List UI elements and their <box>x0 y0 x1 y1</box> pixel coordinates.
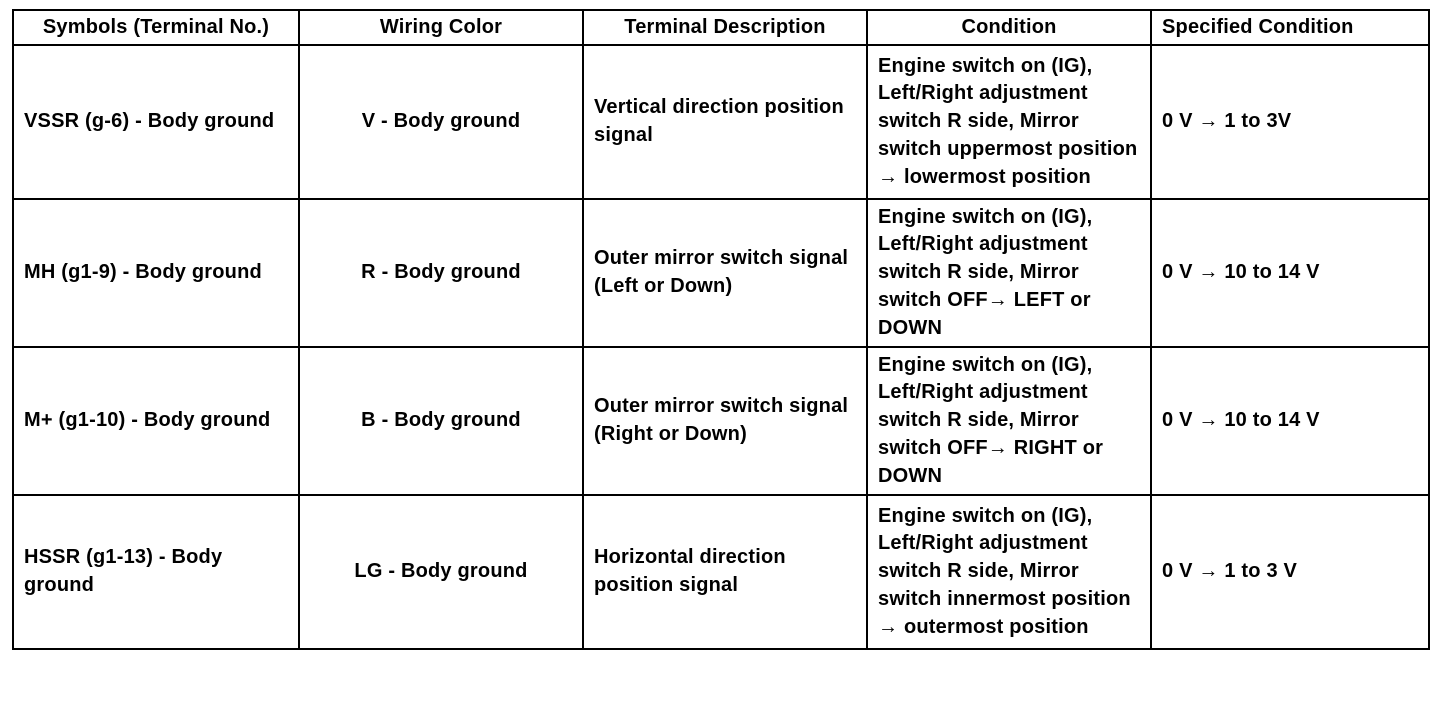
cell-specified-condition: 0 V → 1 to 3 V <box>1151 495 1429 649</box>
header-symbols: Symbols (Terminal No.) <box>13 10 299 45</box>
table-row <box>13 347 1429 495</box>
cell-symbol: VSSR (g-6) - Body ground <box>13 45 299 199</box>
cell-description: Outer mirror switch signal (Right or Down) <box>583 347 867 495</box>
cell-description: Horizontal direction position signal <box>583 495 867 649</box>
cell-description: Outer mirror switch signal (Left or Down) <box>583 199 867 347</box>
header-specified-condition: Specified Condition <box>1151 10 1429 45</box>
header-terminal-description: Terminal Description <box>583 10 867 45</box>
cell-symbol: M+ (g1-10) - Body ground <box>13 347 299 495</box>
table-header-row <box>13 10 1429 45</box>
cell-wiring-color: B - Body ground <box>299 347 583 495</box>
table-row <box>13 199 1429 347</box>
cell-condition: Engine switch on (IG), Left/Right adjustment switch R side, Mirror switch OFF→ RIGHT or DOWN <box>867 347 1151 495</box>
table-row <box>13 495 1429 649</box>
terminal-spec-table <box>12 9 1430 650</box>
header-condition: Condition <box>867 10 1151 45</box>
cell-symbol: HSSR (g1-13) - Body ground <box>13 495 299 649</box>
header-wiring-color: Wiring Color <box>299 10 583 45</box>
cell-condition: Engine switch on (IG), Left/Right adjustment switch R side, Mirror switch OFF→ LEFT or DOWN <box>867 199 1151 347</box>
cell-condition: Engine switch on (IG), Left/Right adjustment switch R side, Mirror switch uppermost position → lowermost position <box>867 45 1151 199</box>
cell-wiring-color: R - Body ground <box>299 199 583 347</box>
cell-description: Vertical direction position signal <box>583 45 867 199</box>
cell-wiring-color: LG - Body ground <box>299 495 583 649</box>
cell-specified-condition: 0 V → 10 to 14 V <box>1151 199 1429 347</box>
cell-specified-condition: 0 V → 10 to 14 V <box>1151 347 1429 495</box>
cell-condition: Engine switch on (IG), Left/Right adjustment switch R side, Mirror switch innermost position → outermost position <box>867 495 1151 649</box>
cell-specified-condition: 0 V → 1 to 3V <box>1151 45 1429 199</box>
cell-wiring-color: V - Body ground <box>299 45 583 199</box>
cell-symbol: MH (g1-9) - Body ground <box>13 199 299 347</box>
table-row <box>13 45 1429 199</box>
